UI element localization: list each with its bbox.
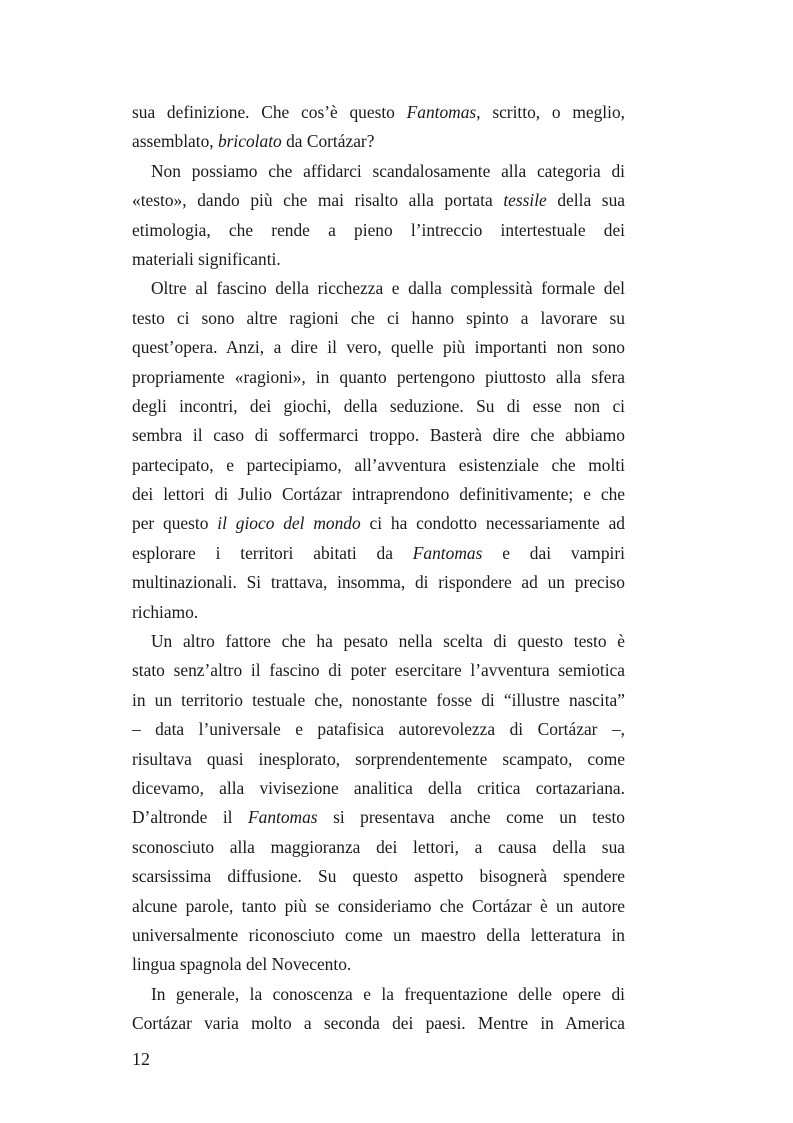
page-number: 12 (132, 1049, 150, 1069)
text-line: quest’opera. Anzi, a dire il vero, quelle più importanti non sono (132, 337, 625, 358)
text-line: richiamo. (132, 601, 199, 622)
text-line: scarsissima diffusione. Su questo aspetto bisognerà spendere (132, 866, 625, 887)
text-line: etimologia, che rende a pieno l’intreccio intertestuale dei (132, 219, 625, 240)
text-line: Cortázar varia molto a seconda dei paesi. Mentre in America (132, 1013, 625, 1034)
text-line: «testo», dando più che mai risalto alla portata tessile della sua (132, 190, 625, 211)
text-line: Non possiamo che affidarci scandalosamente alla categoria di (151, 160, 625, 181)
text-line: Oltre al fascino della ricchezza e dalla complessità formale del (151, 278, 625, 299)
text-line: D’altronde il Fantomas si presentava anche come un testo (132, 807, 625, 828)
text-line: In generale, la conoscenza e la frequentazione delle opere di (151, 983, 625, 1004)
text-line: dei lettori di Julio Cortázar intraprendono definitivamente; e che (132, 484, 625, 505)
text-line: multinazionali. Si trattava, insomma, di rispondere ad un preciso (132, 572, 625, 593)
text-line: esplorare i territori abitati da Fantomas e dai vampiri (132, 542, 625, 563)
text-line: dicevamo, alla vivisezione analitica della critica cortazariana. (132, 777, 625, 798)
text-line: materiali significanti. (132, 248, 281, 269)
text-line: propriamente «ragioni», in quanto pertengono piuttosto alla sfera (132, 366, 625, 387)
body-text (132, 98, 625, 1039)
text-line: stato senz’altro il fascino di poter esercitare l’avventura semiotica (132, 660, 625, 681)
text-line: – data l’universale e patafisica autorevolezza di Cortázar –, (132, 719, 625, 740)
text-line: risultava quasi inesplorato, sorprendentemente scampato, come (132, 748, 625, 769)
text-line: sua definizione. Che cos’è questo Fantomas, scritto, o meglio, (132, 102, 625, 122)
text-line: testo ci sono altre ragioni che ci hanno spinto a lavorare su (132, 307, 625, 328)
text-line: assemblato, bricolato da Cortázar? (132, 131, 375, 152)
text-line: degli incontri, dei giochi, della seduzione. Su di esse non ci (132, 395, 625, 416)
text-line: partecipato, e partecipiamo, all’avventura esistenziale che molti (132, 454, 625, 475)
text-line: sembra il caso di soffermarci troppo. Basterà dire che abbiamo (132, 425, 625, 446)
text-line: in un territorio testuale che, nonostante fosse di “illustre nascita” (132, 689, 625, 710)
text-line: lingua spagnola del Novecento. (132, 954, 352, 975)
text-line: Un altro fattore che ha pesato nella scelta di questo testo è (151, 631, 625, 652)
text-line: universalmente riconosciuto come un maestro della letteratura in (132, 924, 625, 945)
text-line: sconosciuto alla maggioranza dei lettori, a causa della sua (132, 836, 625, 857)
text-line: alcune parole, tanto più se consideriamo che Cortázar è un autore (132, 895, 625, 916)
text-line: per questo il gioco del mondo ci ha condotto necessariamente ad (132, 513, 626, 534)
